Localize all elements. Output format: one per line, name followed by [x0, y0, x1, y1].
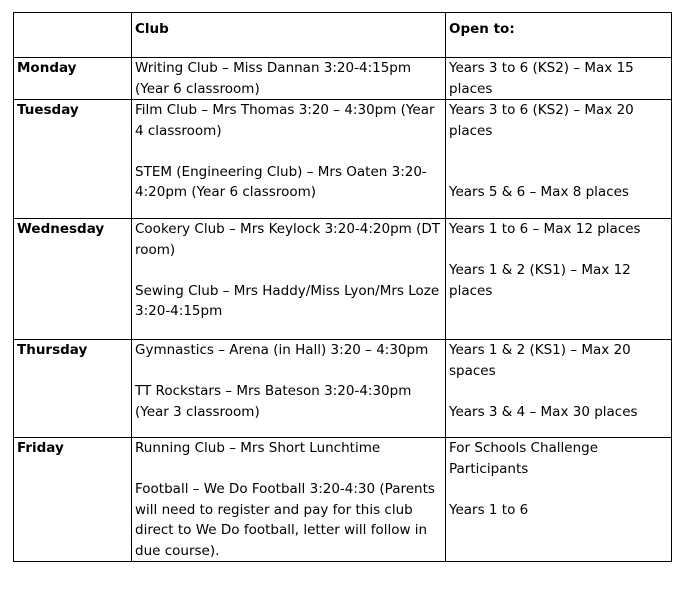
- club-entry: Sewing Club – Mrs Haddy/Miss Lyon/Mrs Loze 3:20-4:15pm: [135, 282, 440, 319]
- day-cell: Monday: [14, 58, 132, 100]
- open-to-entry: Years 1 & 2 (KS1) – Max 12 places: [449, 262, 631, 299]
- open-to-cell: [446, 438, 672, 562]
- open-to-entry: Years 3 & 4 – Max 30 places: [449, 403, 638, 420]
- club-cell: [132, 340, 446, 438]
- clubs-table: [13, 12, 672, 562]
- open-to-entry: For Schools Challenge Participants: [449, 440, 599, 477]
- club-entry: Writing Club – Miss Dannan 3:20-4:15pm (Year 6 classroom): [135, 60, 412, 97]
- open-to-entry: Years 3 to 6 (KS2) – Max 20 places: [449, 102, 634, 139]
- day-cell: Friday: [14, 438, 132, 562]
- header-open-to-cell: Open to:: [446, 13, 672, 58]
- open-to-entry: Years 1 to 6: [449, 501, 529, 518]
- club-entry: Cookery Club – Mrs Keylock 3:20-4:20pm (DT room): [135, 221, 441, 258]
- table-row-tuesday: [14, 100, 672, 219]
- club-cell: [132, 58, 446, 100]
- club-entry: TT Rockstars – Mrs Bateson 3:20-4:30pm (Year 3 classroom): [135, 383, 412, 420]
- header-club-cell: Club: [132, 13, 446, 58]
- open-to-cell: [446, 58, 672, 100]
- club-cell: [132, 100, 446, 219]
- header-row: [14, 13, 672, 58]
- club-entry: Football – We Do Football 3:20-4:30 (Parents will need to register and pay for this club direct to We Do football, letter will follow in due course).: [135, 481, 435, 559]
- open-to-entry: Years 1 & 2 (KS1) – Max 20 spaces: [449, 342, 631, 379]
- header-day-cell: [14, 13, 132, 58]
- club-entry: Running Club – Mrs Short Lunchtime: [135, 440, 381, 456]
- club-cell: [132, 219, 446, 340]
- table-row-friday: [14, 438, 672, 562]
- club-entry: Gymnastics – Arena (in Hall) 3:20 – 4:30pm: [135, 342, 429, 358]
- club-cell: [132, 438, 446, 562]
- open-to-cell: [446, 340, 672, 438]
- table-row-thursday: [14, 340, 672, 438]
- open-to-cell: [446, 219, 672, 340]
- club-entry: STEM (Engineering Club) – Mrs Oaten 3:20-4:20pm (Year 6 classroom): [135, 163, 427, 200]
- table-row-monday: [14, 58, 672, 100]
- day-cell: Thursday: [14, 340, 132, 438]
- day-cell: Tuesday: [14, 100, 132, 219]
- open-to-entry: Years 1 to 6 – Max 12 places: [449, 221, 641, 237]
- open-to-entry: Years 3 to 6 (KS2) – Max 15 places: [449, 60, 634, 97]
- club-entry: Film Club – Mrs Thomas 3:20 – 4:30pm (Year 4 classroom): [135, 102, 435, 139]
- open-to-cell: [446, 100, 672, 219]
- table-row-wednesday: [14, 219, 672, 340]
- day-cell: Wednesday: [14, 219, 132, 340]
- open-to-entry: Years 5 & 6 – Max 8 places: [449, 184, 629, 200]
